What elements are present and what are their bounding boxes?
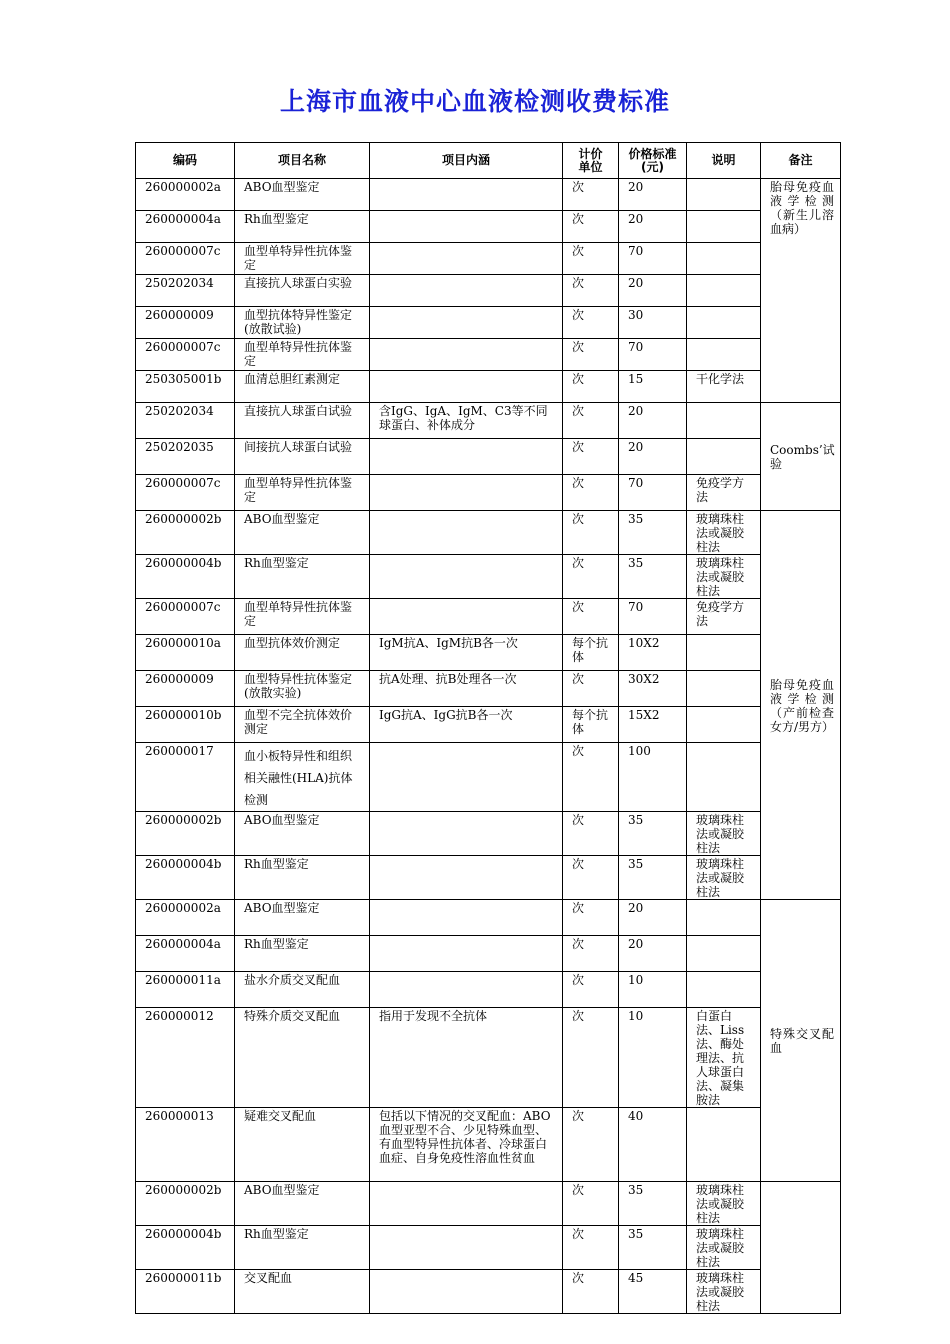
- cell-code: 260000007c: [136, 339, 235, 371]
- cell-content: 包括以下情况的交叉配血：ABO血型亚型不合、少见特殊血型、有血型特异性抗体者、冷球蛋白血症、自身免疫性溶血性贫血: [370, 1108, 563, 1182]
- cell-remark: [761, 1182, 841, 1314]
- cell-name: ABO血型鉴定: [235, 1182, 370, 1226]
- page-title: 上海市血液中心血液检测收费标准: [279, 87, 670, 116]
- cell-name: 特殊介质交叉配血: [235, 1008, 370, 1108]
- cell-note: [687, 635, 761, 671]
- cell-content: [370, 1270, 563, 1314]
- cell-unit: 次: [563, 599, 619, 635]
- table-row: [136, 1108, 841, 1182]
- cell-content: [370, 856, 563, 900]
- cell-content: [370, 439, 563, 475]
- cell-code: 250202034: [136, 275, 235, 307]
- cell-content: [370, 339, 563, 371]
- table-row: [136, 1008, 841, 1108]
- table-row: [136, 743, 841, 812]
- cell-code: 260000010a: [136, 635, 235, 671]
- cell-unit: 次: [563, 371, 619, 403]
- cell-note: 玻璃珠柱法或凝胶柱法: [687, 1182, 761, 1226]
- cell-unit: 次: [563, 1008, 619, 1108]
- cell-content: [370, 972, 563, 1008]
- cell-name: Rh血型鉴定: [235, 211, 370, 243]
- cell-price: 35: [619, 511, 687, 555]
- table-row: [136, 211, 841, 243]
- cell-code: 260000004b: [136, 1226, 235, 1270]
- cell-content: [370, 1226, 563, 1270]
- cell-unit: 次: [563, 936, 619, 972]
- cell-unit: 次: [563, 179, 619, 211]
- cell-note: 免疫学方法: [687, 599, 761, 635]
- cell-code: 260000002a: [136, 900, 235, 936]
- cell-price: 70: [619, 339, 687, 371]
- column-header: 项目名称: [235, 143, 370, 179]
- cell-price: 70: [619, 475, 687, 511]
- cell-remark: Coombs’试验: [761, 403, 841, 511]
- cell-code: 260000013: [136, 1108, 235, 1182]
- cell-price: 20: [619, 936, 687, 972]
- cell-name: 盐水介质交叉配血: [235, 972, 370, 1008]
- cell-content: IgM抗A、IgM抗B各一次: [370, 635, 563, 671]
- cell-content: [370, 275, 563, 307]
- table-row: [136, 599, 841, 635]
- cell-content: [370, 555, 563, 599]
- cell-note: [687, 307, 761, 339]
- table-row: [136, 812, 841, 856]
- table-row: [136, 179, 841, 211]
- cell-price: 20: [619, 211, 687, 243]
- cell-price: 35: [619, 1182, 687, 1226]
- cell-name: 血型单特异性抗体鉴定: [235, 599, 370, 635]
- cell-note: 免疫学方法: [687, 475, 761, 511]
- cell-code: 250305001b: [136, 371, 235, 403]
- cell-note: 玻璃珠柱法或凝胶柱法: [687, 1270, 761, 1314]
- cell-price: 20: [619, 900, 687, 936]
- cell-code: 250202034: [136, 403, 235, 439]
- table-row: [136, 475, 841, 511]
- cell-price: 20: [619, 179, 687, 211]
- table-row: [136, 511, 841, 555]
- column-header: 编码: [136, 143, 235, 179]
- cell-name: Rh血型鉴定: [235, 555, 370, 599]
- table-row: [136, 243, 841, 275]
- cell-content: [370, 179, 563, 211]
- cell-code: 260000004b: [136, 856, 235, 900]
- cell-note: 白蛋白法、Liss法、酶处理法、抗人球蛋白法、凝集胺法: [687, 1008, 761, 1108]
- cell-content: [370, 511, 563, 555]
- cell-note: [687, 403, 761, 439]
- column-header: 项目内涵: [370, 143, 563, 179]
- cell-price: 15: [619, 371, 687, 403]
- cell-content: [370, 475, 563, 511]
- cell-content: [370, 812, 563, 856]
- table-row: [136, 856, 841, 900]
- cell-code: 260000007c: [136, 243, 235, 275]
- cell-unit: 次: [563, 243, 619, 275]
- cell-name: 血型单特异性抗体鉴定: [235, 339, 370, 371]
- cell-unit: 次: [563, 1182, 619, 1226]
- cell-content: [370, 307, 563, 339]
- cell-code: 260000011b: [136, 1270, 235, 1314]
- cell-note: [687, 936, 761, 972]
- cell-remark: 特殊交叉配血: [761, 900, 841, 1182]
- cell-unit: 次: [563, 555, 619, 599]
- cell-note: [687, 179, 761, 211]
- cell-note: [687, 671, 761, 707]
- cell-content: [370, 243, 563, 275]
- cell-price: 70: [619, 599, 687, 635]
- table-row: [136, 555, 841, 599]
- cell-price: 100: [619, 743, 687, 812]
- cell-price: 10: [619, 1008, 687, 1108]
- cell-unit: 次: [563, 307, 619, 339]
- cell-price: 30: [619, 307, 687, 339]
- cell-unit: 次: [563, 671, 619, 707]
- cell-note: 玻璃珠柱法或凝胶柱法: [687, 812, 761, 856]
- table-row: [136, 635, 841, 671]
- cell-unit: 次: [563, 275, 619, 307]
- cell-name: Rh血型鉴定: [235, 856, 370, 900]
- cell-code: 260000009: [136, 307, 235, 339]
- cell-name: 血型单特异性抗体鉴定: [235, 243, 370, 275]
- cell-name: 间接抗人球蛋白试验: [235, 439, 370, 475]
- cell-remark: 胎母免疫血液学检测（产前检查女方/男方）: [761, 511, 841, 900]
- cell-note: [687, 972, 761, 1008]
- cell-name: ABO血型鉴定: [235, 812, 370, 856]
- cell-note: 玻璃珠柱法或凝胶柱法: [687, 511, 761, 555]
- table-row: [136, 671, 841, 707]
- cell-code: 260000002b: [136, 511, 235, 555]
- cell-content: [370, 936, 563, 972]
- cell-remark: 胎母免疫血液学检测（新生儿溶血病）: [761, 179, 841, 403]
- cell-price: 10X2: [619, 635, 687, 671]
- cell-code: 260000004b: [136, 555, 235, 599]
- cell-unit: 次: [563, 1270, 619, 1314]
- cell-unit: 次: [563, 339, 619, 371]
- cell-price: 20: [619, 275, 687, 307]
- cell-unit: 次: [563, 403, 619, 439]
- cell-note: 干化学法: [687, 371, 761, 403]
- cell-name: 血型单特异性抗体鉴定: [235, 475, 370, 511]
- table-row: [136, 371, 841, 403]
- cell-unit: 次: [563, 972, 619, 1008]
- cell-unit: 次: [563, 439, 619, 475]
- cell-name: 交叉配血: [235, 1270, 370, 1314]
- cell-note: [687, 211, 761, 243]
- column-header: 计价单位: [563, 143, 619, 179]
- cell-name: ABO血型鉴定: [235, 900, 370, 936]
- cell-unit: 次: [563, 211, 619, 243]
- cell-content: [370, 371, 563, 403]
- cell-content: [370, 743, 563, 812]
- cell-code: 260000002b: [136, 812, 235, 856]
- cell-name: ABO血型鉴定: [235, 179, 370, 211]
- table-row: [136, 936, 841, 972]
- cell-note: [687, 707, 761, 743]
- cell-name: 血型特异性抗体鉴定(放散实验): [235, 671, 370, 707]
- cell-unit: 次: [563, 1108, 619, 1182]
- cell-unit: 次: [563, 1226, 619, 1270]
- cell-unit: 每个抗体: [563, 707, 619, 743]
- cell-price: 45: [619, 1270, 687, 1314]
- cell-code: 250202035: [136, 439, 235, 475]
- cell-note: 玻璃珠柱法或凝胶柱法: [687, 555, 761, 599]
- cell-code: 260000011a: [136, 972, 235, 1008]
- cell-price: 35: [619, 812, 687, 856]
- cell-price: 70: [619, 243, 687, 275]
- cell-note: [687, 243, 761, 275]
- cell-code: 260000007c: [136, 599, 235, 635]
- cell-note: [687, 900, 761, 936]
- cell-name: 血型抗体效价测定: [235, 635, 370, 671]
- cell-note: 玻璃珠柱法或凝胶柱法: [687, 856, 761, 900]
- table-row: [136, 339, 841, 371]
- cell-name: 血小板特异性和组织相关融性(HLA)抗体检测: [235, 743, 370, 812]
- cell-code: 260000010b: [136, 707, 235, 743]
- cell-price: 20: [619, 439, 687, 475]
- cell-content: 指用于发现不全抗体: [370, 1008, 563, 1108]
- cell-unit: 次: [563, 856, 619, 900]
- cell-code: 260000004a: [136, 936, 235, 972]
- cell-name: Rh血型鉴定: [235, 1226, 370, 1270]
- table-row: [136, 1270, 841, 1314]
- cell-content: IgG抗A、IgG抗B各一次: [370, 707, 563, 743]
- cell-note: 玻璃珠柱法或凝胶柱法: [687, 1226, 761, 1270]
- column-header: 备注: [761, 143, 841, 179]
- cell-code: 260000004a: [136, 211, 235, 243]
- cell-unit: 次: [563, 812, 619, 856]
- cell-price: 20: [619, 403, 687, 439]
- cell-note: [687, 275, 761, 307]
- table-row: [136, 707, 841, 743]
- cell-unit: 次: [563, 511, 619, 555]
- cell-note: [687, 339, 761, 371]
- cell-code: 260000017: [136, 743, 235, 812]
- cell-price: 35: [619, 555, 687, 599]
- table-body: [136, 179, 841, 1314]
- fee-table: [135, 142, 841, 1314]
- cell-content: [370, 900, 563, 936]
- table-header-row: [136, 143, 841, 179]
- cell-price: 15X2: [619, 707, 687, 743]
- cell-content: [370, 1182, 563, 1226]
- cell-unit: 次: [563, 475, 619, 511]
- cell-note: [687, 1108, 761, 1182]
- table-row: [136, 275, 841, 307]
- cell-name: 血型不完全抗体效价测定: [235, 707, 370, 743]
- cell-unit: 每个抗体: [563, 635, 619, 671]
- cell-code: 260000012: [136, 1008, 235, 1108]
- cell-name: 血型抗体特异性鉴定(放散试验): [235, 307, 370, 339]
- table-row: [136, 307, 841, 339]
- cell-content: [370, 211, 563, 243]
- table-row: [136, 972, 841, 1008]
- cell-content: [370, 599, 563, 635]
- cell-name: 直接抗人球蛋白实验: [235, 275, 370, 307]
- cell-code: 260000007c: [136, 475, 235, 511]
- cell-content: 抗A处理、抗B处理各一次: [370, 671, 563, 707]
- cell-price: 35: [619, 856, 687, 900]
- cell-price: 10: [619, 972, 687, 1008]
- cell-code: 260000002a: [136, 179, 235, 211]
- cell-content: 含IgG、IgA、IgM、C3等不同球蛋白、补体成分: [370, 403, 563, 439]
- cell-note: [687, 439, 761, 475]
- table-row: [136, 439, 841, 475]
- cell-name: 疑难交叉配血: [235, 1108, 370, 1182]
- cell-price: 40: [619, 1108, 687, 1182]
- cell-price: 30X2: [619, 671, 687, 707]
- table-row: [136, 1182, 841, 1226]
- cell-code: 260000002b: [136, 1182, 235, 1226]
- cell-unit: 次: [563, 743, 619, 812]
- column-header: 价格标准(元): [619, 143, 687, 179]
- cell-code: 260000009: [136, 671, 235, 707]
- cell-name: 血清总胆红素测定: [235, 371, 370, 403]
- cell-price: 35: [619, 1226, 687, 1270]
- cell-name: 直接抗人球蛋白试验: [235, 403, 370, 439]
- cell-unit: 次: [563, 900, 619, 936]
- cell-name: ABO血型鉴定: [235, 511, 370, 555]
- cell-note: [687, 743, 761, 812]
- column-header: 说明: [687, 143, 761, 179]
- table-row: [136, 1226, 841, 1270]
- cell-name: Rh血型鉴定: [235, 936, 370, 972]
- table-row: [136, 403, 841, 439]
- table-row: [136, 900, 841, 936]
